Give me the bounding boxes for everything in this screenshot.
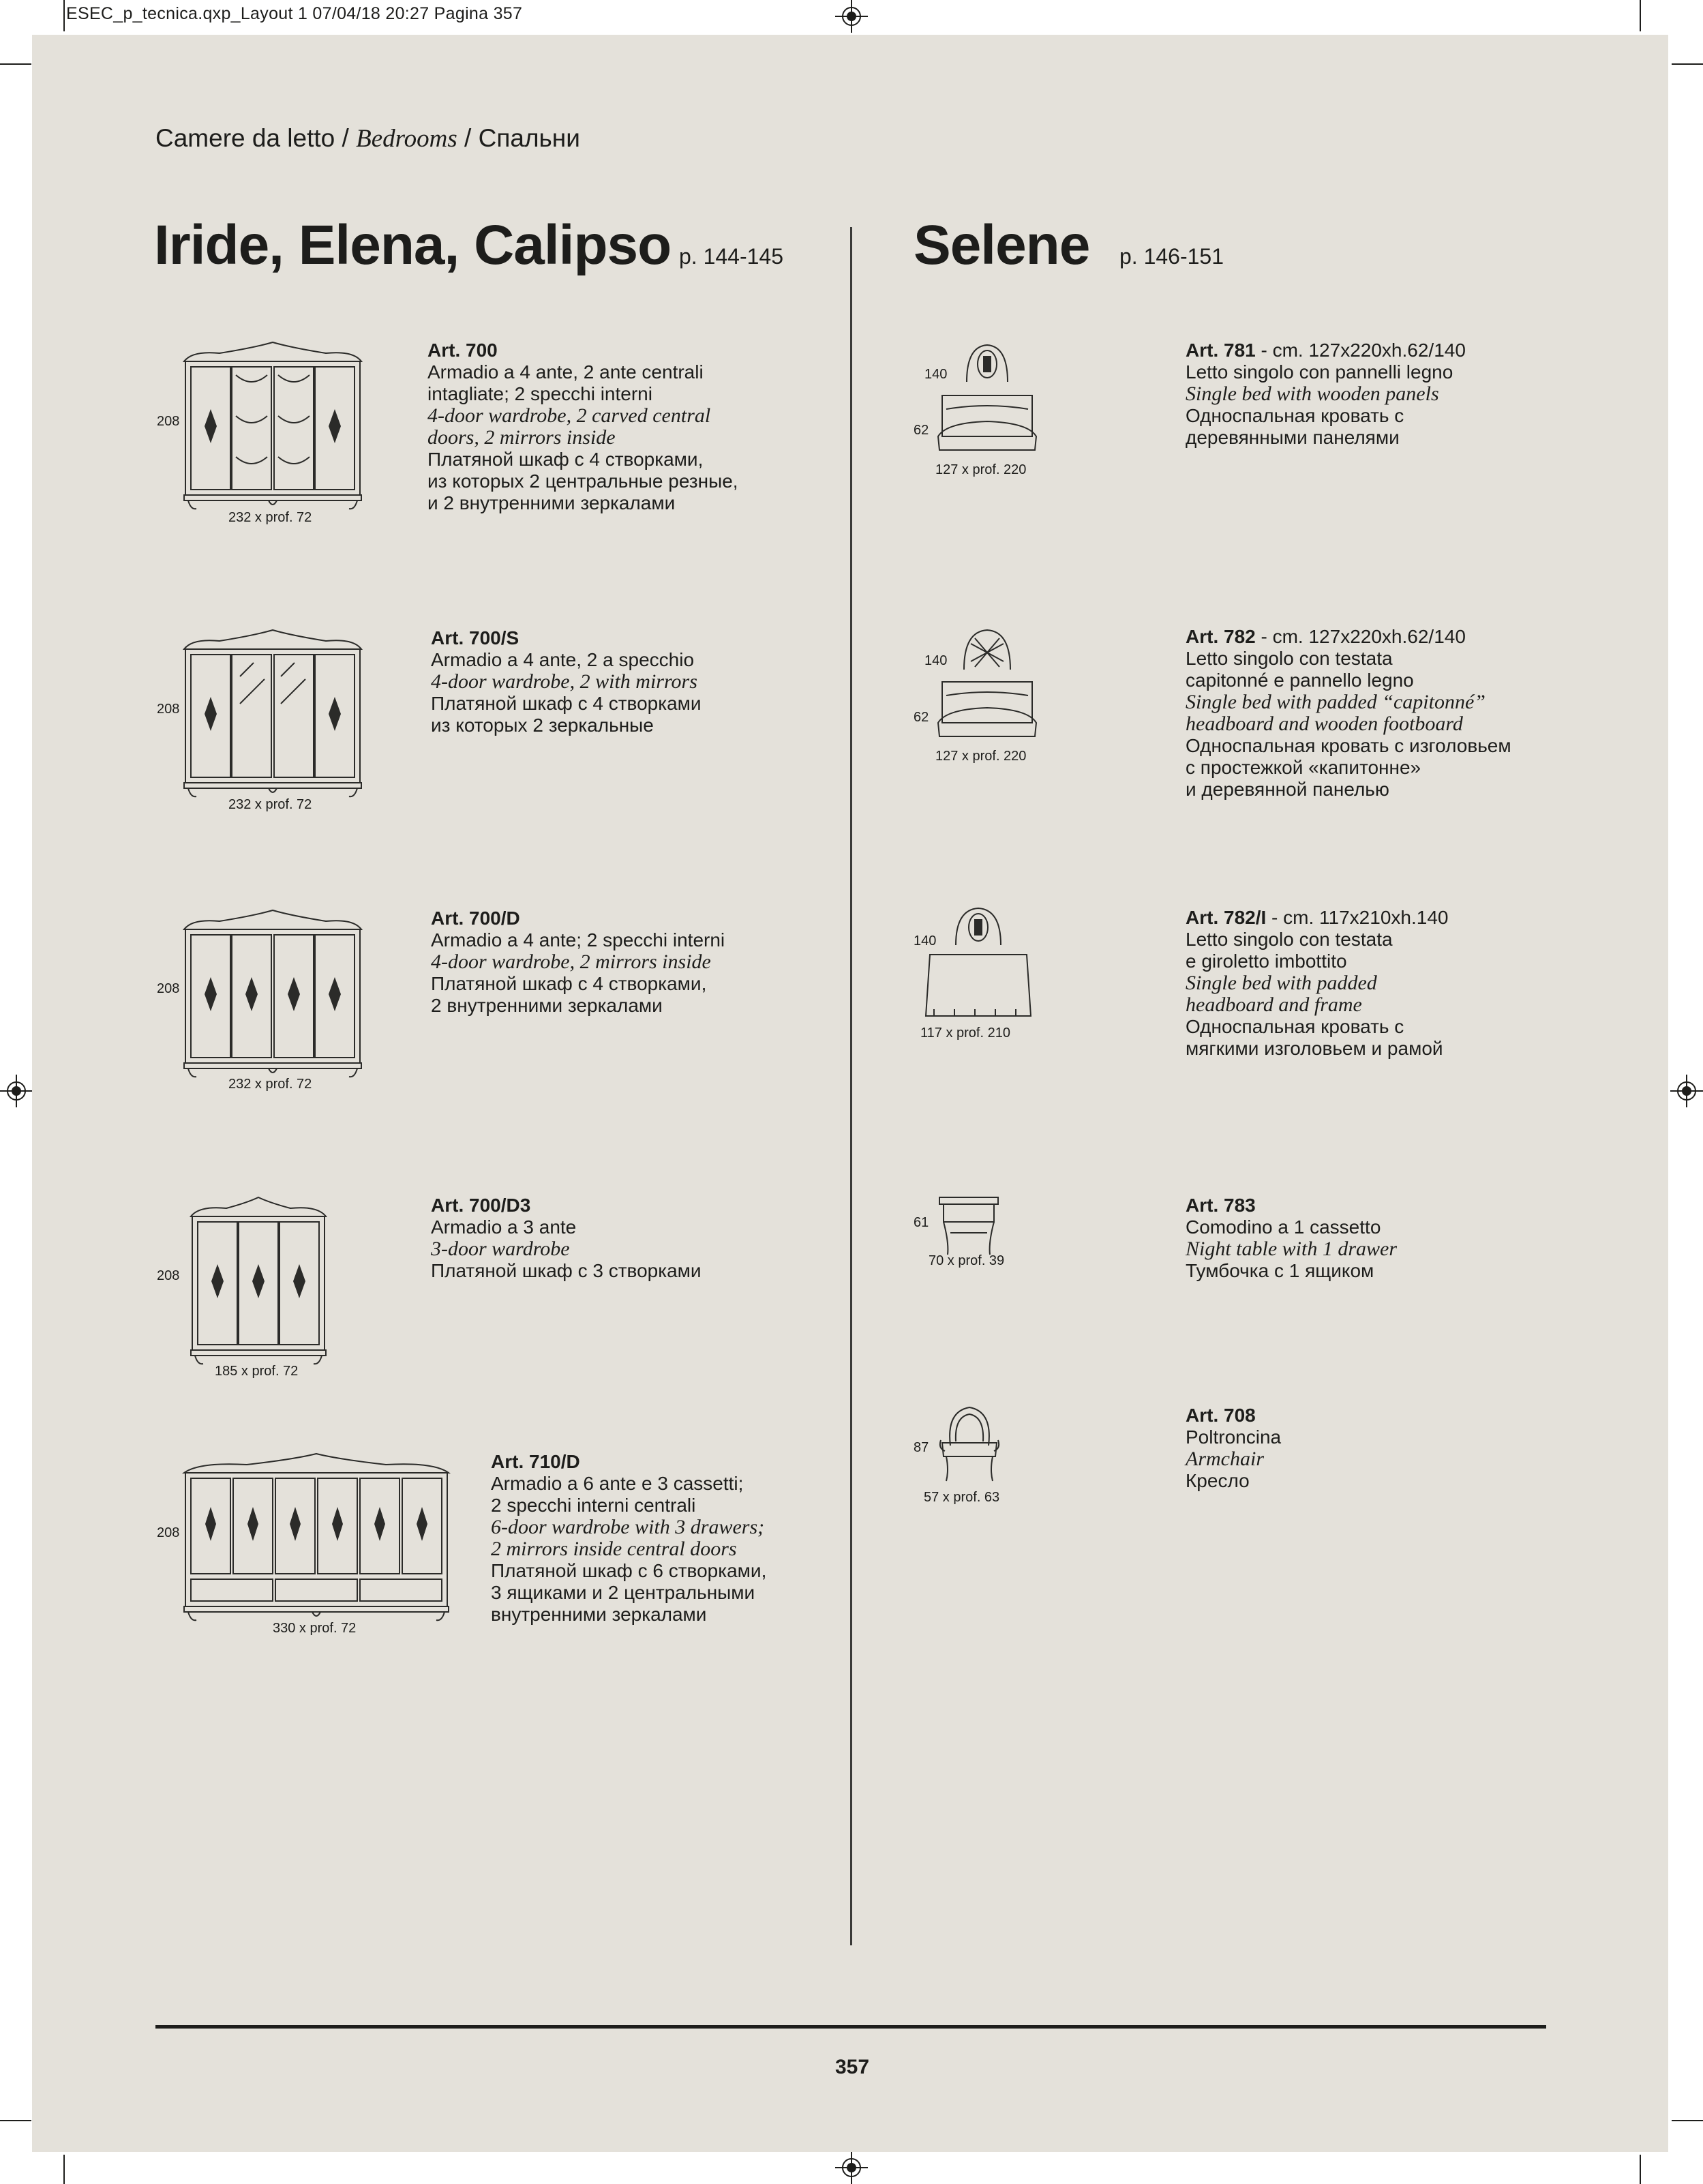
left-group-pages: p. 144-145 xyxy=(679,244,784,269)
crop-mark xyxy=(1640,2155,1641,2184)
height-dimension: 140 xyxy=(914,933,937,948)
height-dimension: 208 xyxy=(157,981,180,996)
registration-mark-icon xyxy=(835,0,868,33)
width-dimension: 127 x prof. 220 xyxy=(935,749,1027,764)
product-description: Art. 782 - cm. 127x220xh.62/140 Letto singolo con testata capitonné e pannello legno Single bed with padded “capitonné” headboard and wooden footboard Односпальная кровать с изголовьем с простежкой «капитонне» и деревянной панелью xyxy=(1186,626,1511,800)
bed-drawing xyxy=(933,627,1042,743)
right-group-pages: p. 146-151 xyxy=(1119,244,1224,269)
registration-mark-icon xyxy=(0,1075,33,1107)
wardrobe-drawing xyxy=(179,1452,454,1623)
registration-mark-icon xyxy=(1670,1075,1703,1107)
wardrobe-drawing xyxy=(179,341,367,511)
product-description: Art. 708 Poltroncina Armchair Кресло xyxy=(1186,1405,1282,1491)
height-dimension: 61 xyxy=(914,1215,929,1230)
registration-mark-icon xyxy=(835,2151,868,2184)
crop-mark xyxy=(63,0,65,31)
printer-slug: ESEC_p_tecnica.qxp_Layout 1 07/04/18 20:27 Pagina 357 xyxy=(66,4,523,23)
product-description: Art. 781 - cm. 127x220xh.62/140 Letto singolo con pannelli legno Single bed with wooden panels Односпальная кровать с деревянными панелями xyxy=(1186,340,1466,448)
height-dimension: 87 xyxy=(914,1440,929,1455)
product-description: Art. 782/I - cm. 117x210xh.140 Letto singolo con testata e giroletto imbottito Single bed with padded headboard and frame Односпальная кровать с мягкими изголовьем и рамой xyxy=(1186,907,1449,1059)
width-dimension: 127 x prof. 220 xyxy=(935,462,1027,477)
product-description: Art. 783 Comodino a 1 cassetto Night table with 1 drawer Тумбочка с 1 ящиком xyxy=(1186,1195,1398,1281)
night-table-drawing xyxy=(935,1195,1004,1257)
left-group-title: Iride, Elena, Calipso xyxy=(154,214,672,276)
width-dimension: 232 x prof. 72 xyxy=(228,510,312,525)
crop-mark xyxy=(63,2155,65,2184)
height-dimension: 208 xyxy=(157,1268,180,1283)
crop-mark xyxy=(1672,2120,1703,2121)
crop-mark xyxy=(1672,63,1703,65)
crop-mark xyxy=(0,2120,31,2121)
width-dimension: 185 x prof. 72 xyxy=(215,1364,299,1379)
width-dimension: 57 x prof. 63 xyxy=(924,1490,1000,1505)
height-dimension: 140 xyxy=(924,653,948,668)
armchair-drawing xyxy=(935,1405,1004,1484)
width-dimension: 232 x prof. 72 xyxy=(228,1077,312,1092)
wardrobe-drawing xyxy=(179,909,367,1079)
column-divider xyxy=(850,227,852,1945)
product-description: Art. 700/D3 Armadio a 3 ante 3-door wardrobe Платяной шкаф с 3 створками xyxy=(431,1195,702,1281)
height-dimension: 62 xyxy=(914,423,929,438)
product-description: Art. 710/D Armadio a 6 ante e 3 cassetti; 2 specchi interni centrali 6-door wardrobe with 3 drawers; 2 mirrors inside central doors Платяной шкаф с 6 створками, 3 ящиками и 2 центральными внутренними зеркалами xyxy=(491,1451,767,1625)
height-dimension: 208 xyxy=(157,414,180,429)
width-dimension: 330 x prof. 72 xyxy=(273,1621,357,1636)
product-description: Art. 700 Armadio a 4 ante, 2 ante centrali intagliate; 2 specchi interni 4-door wardrobe, 2 carved central doors, 2 mirrors inside Платяной шкаф с 4 створками, из которых 2 центральные резные, и 2 внутренними зеркалами xyxy=(427,340,738,513)
height-dimension: 140 xyxy=(924,367,948,382)
crop-mark xyxy=(0,63,31,65)
product-description: Art. 700/D Armadio a 4 ante; 2 specchi interni 4-door wardrobe, 2 mirrors inside Платяной шкаф с 4 створками, 2 внутренними зеркалами xyxy=(431,908,725,1016)
footer-rule xyxy=(155,2025,1546,2029)
width-dimension: 70 x prof. 39 xyxy=(929,1253,1005,1268)
crop-mark xyxy=(1640,0,1641,31)
width-dimension: 117 x prof. 210 xyxy=(920,1026,1010,1041)
bed-drawing xyxy=(914,907,1036,1023)
height-dimension: 62 xyxy=(914,710,929,725)
page-number: 357 xyxy=(834,2056,870,2078)
right-group-title: Selene xyxy=(914,214,1090,276)
height-dimension: 208 xyxy=(157,702,180,717)
product-description: Art. 700/S Armadio a 4 ante, 2 a specchio 4-door wardrobe, 2 with mirrors Платяной шкаф с 4 створками из которых 2 зеркальные xyxy=(431,627,702,736)
height-dimension: 208 xyxy=(157,1525,180,1540)
wardrobe-drawing xyxy=(185,1196,331,1366)
wardrobe-drawing xyxy=(179,629,367,799)
bed-drawing xyxy=(933,341,1042,457)
section-heading: Camere da letto / Bedrooms / Спальни xyxy=(155,124,580,153)
width-dimension: 232 x prof. 72 xyxy=(228,797,312,812)
